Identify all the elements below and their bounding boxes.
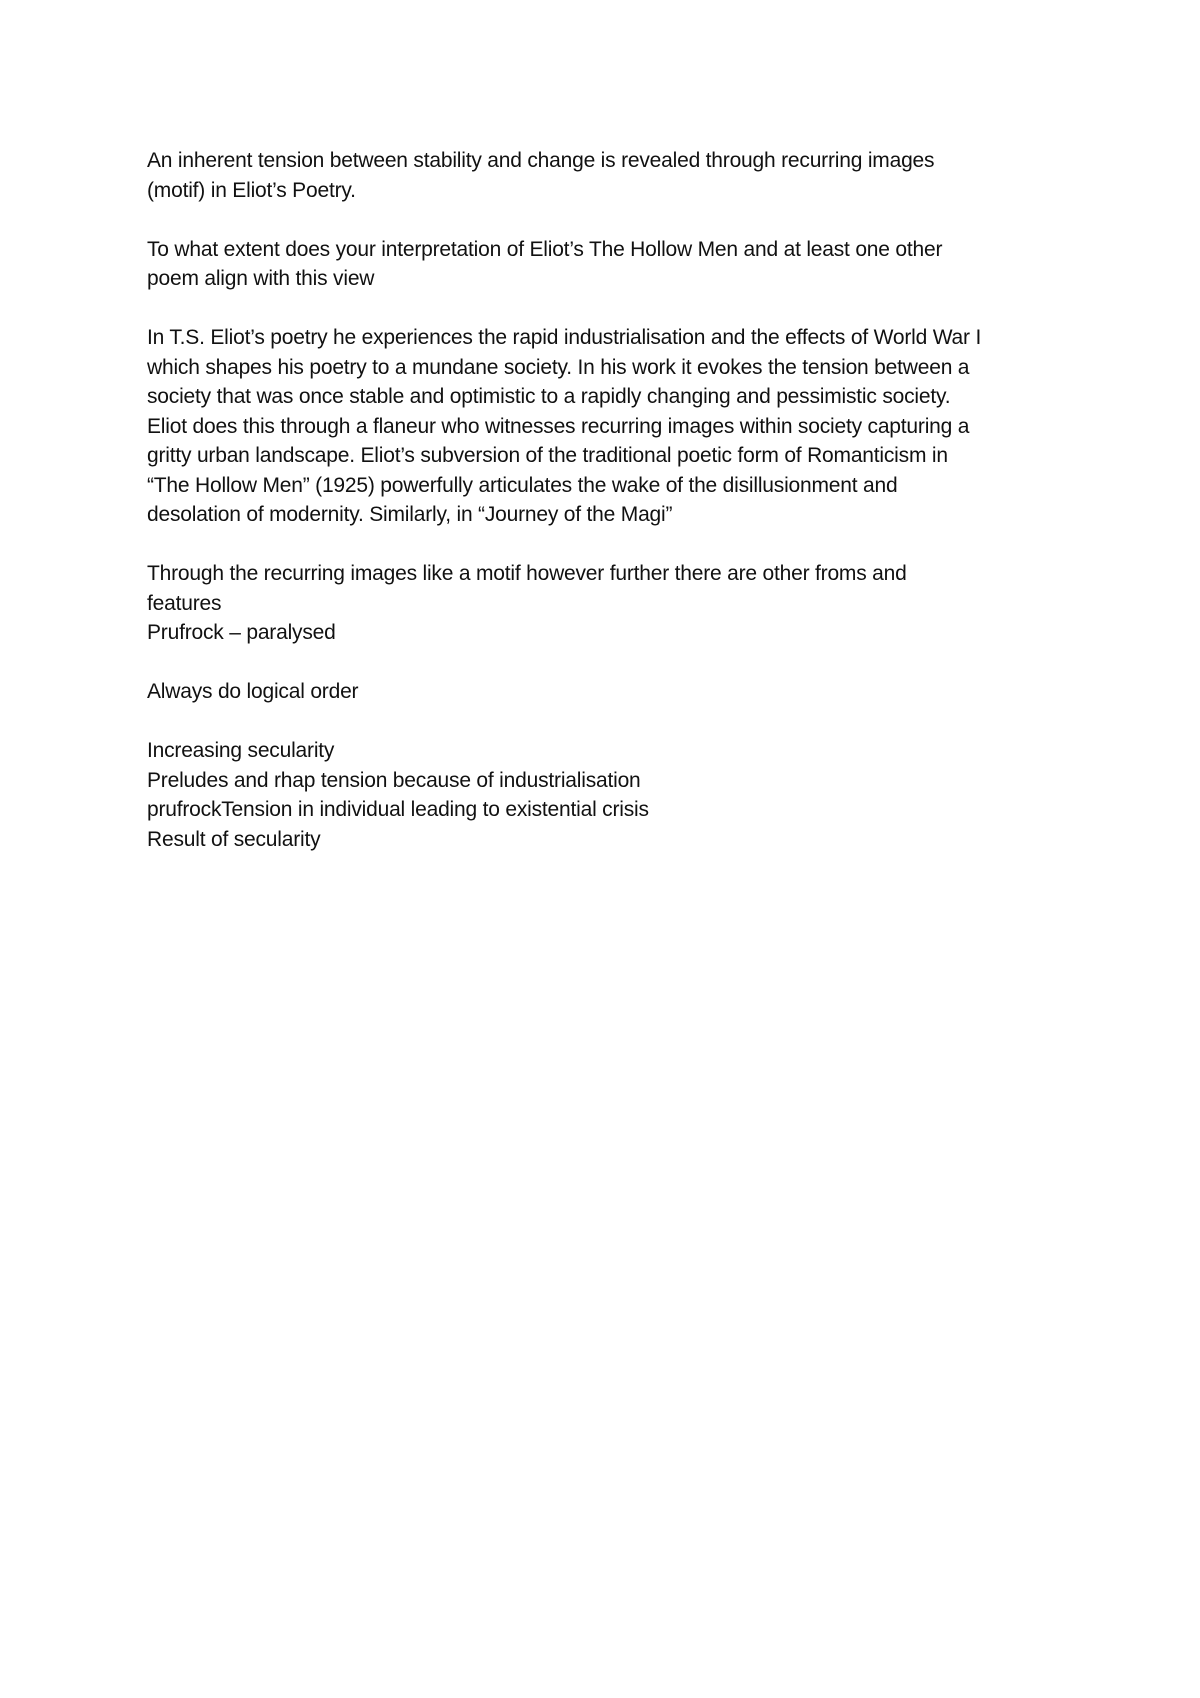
paragraph-essay-question	[147, 235, 1087, 294]
paragraph-essay-statement	[147, 146, 1087, 205]
paragraph-notes-secularity	[147, 736, 1087, 854]
text-line: poem align with this view	[147, 267, 375, 290]
text-line: Result of secularity	[147, 827, 321, 851]
text-line: gritty urban landscape. Eliot’s subversion of the traditional poetic form of Romanticism in	[147, 444, 948, 467]
text-line: An inherent tension between stability and change is revealed through recurring images	[147, 149, 935, 172]
text-line: Always do logical order	[147, 680, 359, 703]
text-line: prufrockTension in individual leading to existential crisis	[147, 798, 649, 821]
text-line: To what extent does your interpretation of Eliot’s The Hollow Men and at least one other	[147, 237, 943, 261]
text-line: (motif) in Eliot’s Poetry.	[147, 178, 356, 202]
text-line: Eliot does this through a flaneur who witnesses recurring images within society capturing a	[147, 414, 970, 438]
text-line: desolation of modernity. Similarly, in “Journey of the Magi”	[147, 503, 673, 526]
text-line: which shapes his poetry to a mundane society. In his work it evokes the tension between a	[147, 355, 970, 379]
document-body	[147, 146, 1087, 884]
text-line: Prufrock – paralysed	[147, 621, 336, 644]
text-line: Through the recurring images like a motif however further there are other froms and	[147, 562, 907, 585]
text-line: society that was once stable and optimistic to a rapidly changing and pessimistic society.	[147, 385, 951, 408]
text-line: In T.S. Eliot’s poetry he experiences the rapid industrialisation and the effects of World War I	[147, 326, 982, 349]
text-line: Preludes and rhap tension because of industrialisation	[147, 768, 641, 792]
text-line: Increasing secularity	[147, 739, 335, 762]
paragraph-notes-motif	[147, 559, 1087, 648]
text-line: features	[147, 591, 222, 615]
paragraph-notes-order	[147, 677, 1087, 707]
paragraph-introduction	[147, 323, 1087, 530]
text-line: “The Hollow Men” (1925) powerfully articulates the wake of the disillusionment and	[147, 473, 898, 497]
